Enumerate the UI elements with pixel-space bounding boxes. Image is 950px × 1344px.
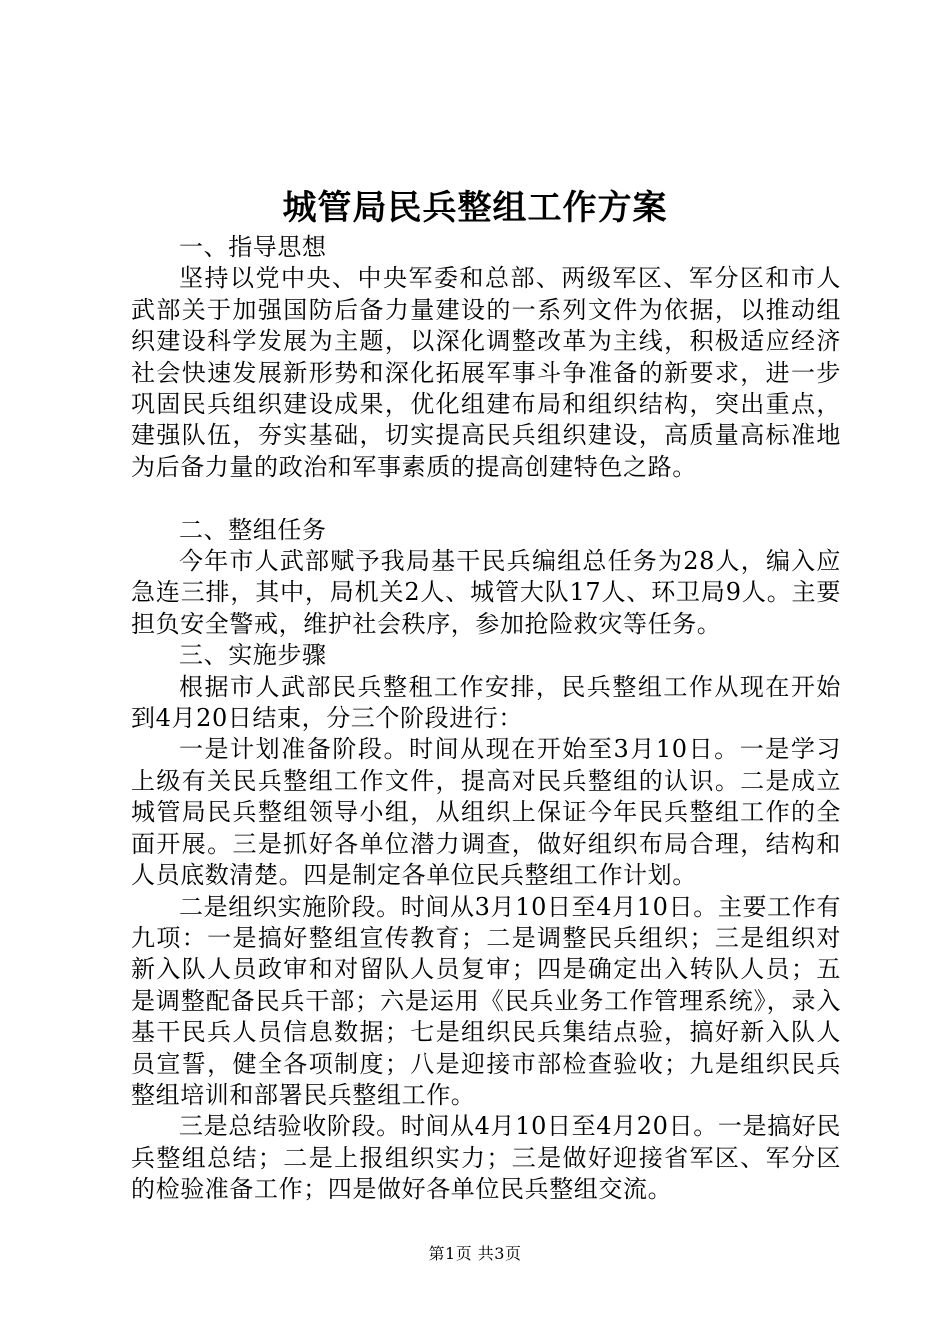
- section-heading-guiding-ideology: 一、指导思想: [179, 233, 327, 261]
- paragraph-spacer: [131, 483, 841, 514]
- document-title: 城管局民兵整组工作方案: [282, 188, 668, 228]
- paragraph-steps-intro: 根据市人武部民兵整租工作安排，民兵整组工作从现在开始到4月20日结束，分三个阶段进行：: [131, 672, 841, 733]
- paragraph-tasks: 今年市人武部赋予我局基干民兵编组总任务为28人，编入应急连三排，其中，局机关2人、城管大队17人、环卫局9人。主要担负安全警戒，维护社会秩序，参加抢险救灾等任务。: [131, 547, 841, 638]
- paragraph-stage-summary: 三是总结验收阶段。时间从4月10日至4月20日。一是搞好民兵整组总结；二是上报组织实力；三是做好迎接省军区、军分区的检验准备工作；四是做好各单位民兵整组交流。: [131, 1112, 841, 1204]
- paragraph-stage-planning: 一是计划准备阶段。时间从现在开始至3月10日。一是学习上级有关民兵整组工作文件，提高对民兵整组的认识。二是成立城管局民兵整组领导小组，从组织上保证今年民兵整组工作的全面开展。三是抓好各单位潜力调查，做好组织布局合理，结构和人员底数清楚。四是制定各单位民兵整组工作计划。: [131, 735, 841, 890]
- section-heading-steps: 三、实施步骤: [179, 641, 327, 670]
- paragraph-guiding-ideology: 坚持以党中央、中央军委和总部、两级军区、军分区和市人武部关于加强国防后备力量建设的一系列文件为依据，以推动组织建设科学发展为主题，以深化调整改革为主线，积极适应经济社会快速发展新形势和深化拓展军事斗争准备的新要求，进一步巩固民兵组织建设成果，优化组建布局和组织结构，突出重点，建强队伍，夯实基础，切实提高民兵组织建设，高质量高标准地为后备力量的政治和军事素质的提高创建特色之路。: [131, 264, 841, 481]
- section-heading-tasks: 二、整组任务: [179, 515, 327, 544]
- paragraph-stage-implementation: 二是组织实施阶段。时间从3月10日至4月10日。主要工作有九项：一是搞好整组宣传教育；二是调整民兵组织；三是组织对新入队人员政审和对留队人员复审；四是确定出入转队人员；五是调整配备民兵干部；六是运用《民兵业务工作管理系统》，录入基干民兵人员信息数据；七是组织民兵集结点验，搞好新入队人员宣誓，健全各项制度；八是迎接市部检查验收；九是组织民兵整组培训和部署民兵整组工作。: [131, 892, 841, 1109]
- page-footer: 第1页 共3页: [428, 1244, 522, 1263]
- document-body: [131, 232, 841, 1206]
